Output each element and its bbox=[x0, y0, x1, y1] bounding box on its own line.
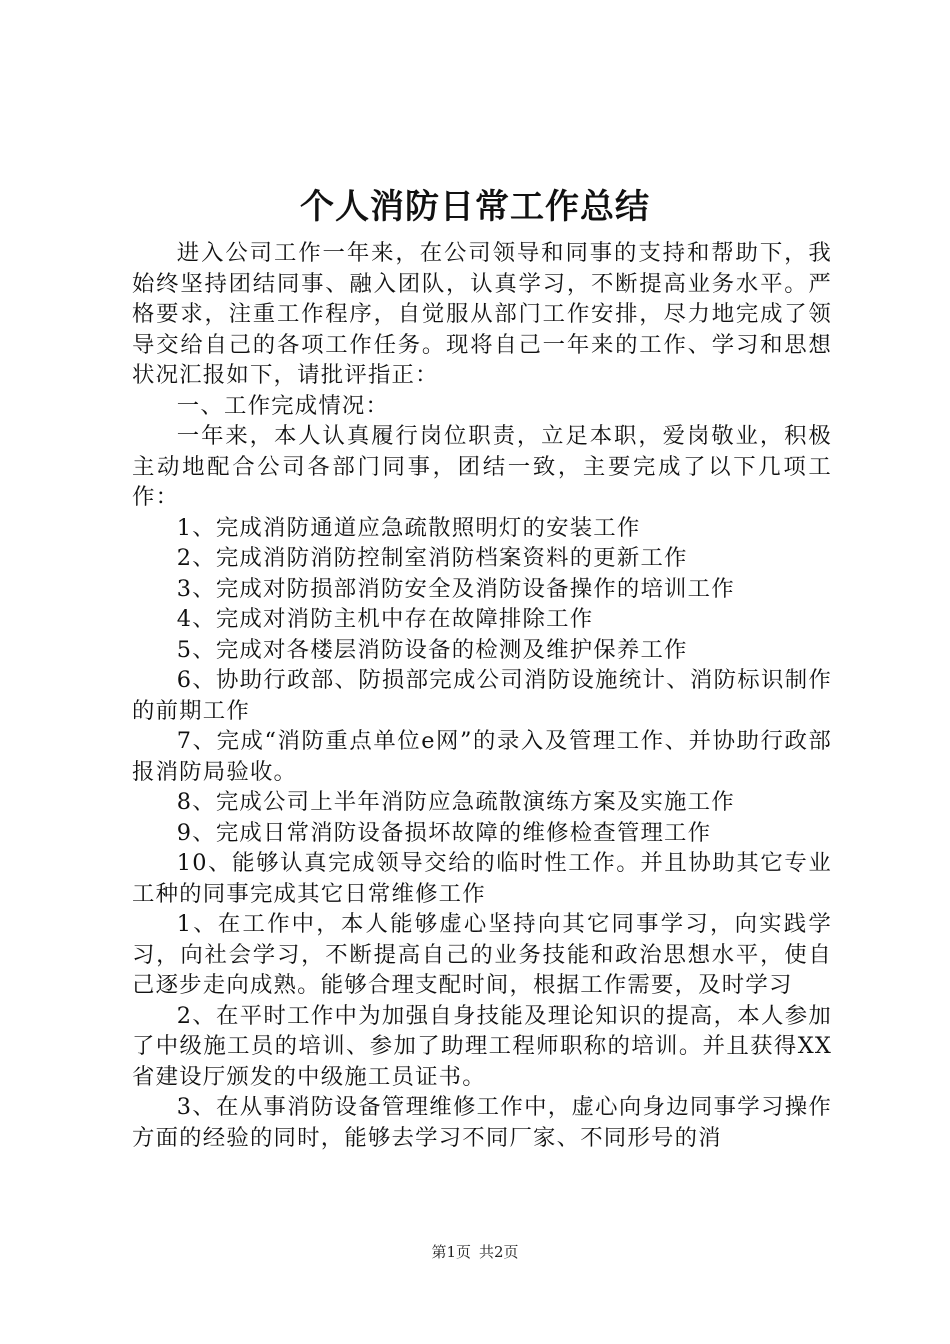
paragraph: 进入公司工作一年来，在公司领导和同事的支持和帮助下，我始终坚持团结同事、融入团队，认真学习，不断提高业务水平。严格要求，注重工作程序，自觉服从部门工作安排，尽力地完成了领导交给自己的各项工作任务。现将自己一年来的工作、学习和思想状况汇报如下，请批评指正： bbox=[132, 240, 832, 388]
paragraph: 6、协助行政部、防损部完成公司消防设施统计、消防标识制作的前期工作 bbox=[132, 667, 832, 724]
page-footer bbox=[0, 1242, 950, 1262]
page-title: 个人消防日常工作总结 bbox=[300, 187, 650, 227]
paragraph: 2、在平时工作中为加强自身技能及理论知识的提高，本人参加了中级施工员的培训、参加了助理工程师职称的培训。并且获得XX省建设厅颁发的中级施工员证书。 bbox=[132, 1002, 832, 1090]
page-number: 第1页 bbox=[431, 1243, 471, 1261]
page-total: 共2页 bbox=[479, 1243, 519, 1261]
paragraph: 2、完成消防消防控制室消防档案资料的更新工作 bbox=[176, 545, 688, 571]
paragraph: 一、工作完成情况： bbox=[176, 392, 390, 419]
paragraph: 3、在从事消防设备管理维修工作中，虚心向身边同事学习操作方面的经验的同时，能够去学习不同厂家、不同形号的消 bbox=[132, 1094, 832, 1151]
paragraph: 1、完成消防通道应急疏散照明灯的安装工作 bbox=[176, 514, 641, 541]
paragraph: 9、完成日常消防设备损坏故障的维修检查管理工作 bbox=[176, 819, 712, 846]
paragraph: 4、完成对消防主机中存在故障排除工作 bbox=[176, 606, 594, 632]
paragraph: 5、完成对各楼层消防设备的检测及维护保养工作 bbox=[176, 636, 688, 663]
paragraph: 3、完成对防损部消防安全及消防设备操作的培训工作 bbox=[176, 575, 735, 602]
paragraph: 10、能够认真完成领导交给的临时性工作。并且协助其它专业工种的同事完成其它日常维修工作 bbox=[132, 850, 832, 907]
paragraph: 7、完成“消防重点单位e网”的录入及管理工作、并协助行政部报消防局验收。 bbox=[132, 728, 832, 785]
paragraph: 1、在工作中，本人能够虚心坚持向其它同事学习，向实践学习，向社会学习，不断提高自己的业务技能和政治思想水平，使自己逐步走向成熟。能够合理支配时间，根据工作需要，及时学习 bbox=[132, 911, 832, 998]
paragraph: 8、完成公司上半年消防应急疏散演练方案及实施工作 bbox=[176, 789, 735, 815]
paragraph: 一年来，本人认真履行岗位职责，立足本职，爱岗敬业，积极主动地配合公司各部门同事，团结一致，主要完成了以下几项工作： bbox=[132, 423, 832, 510]
document-body bbox=[132, 238, 832, 1153]
